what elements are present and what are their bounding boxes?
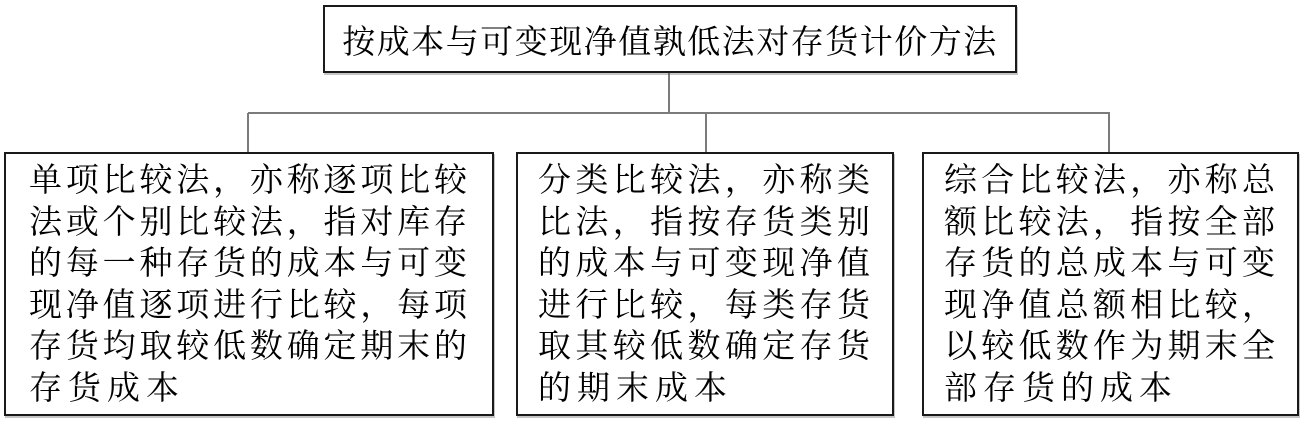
- box-text-line: 存货的总成本与可变: [944, 246, 1277, 282]
- diagram-title: 按成本与可变现净值孰低法对存货计价方法: [342, 24, 998, 61]
- box-text-line: 额比较法，指按全部: [944, 204, 1277, 241]
- box-text-line: 综合比较法，亦称总: [944, 163, 1277, 199]
- branch-box-individual-comparison: [4, 152, 494, 416]
- box-text-line: 的每一种存货的成本与可变: [29, 246, 469, 282]
- box-text-line: 单项比较法，亦称逐项比较: [29, 163, 469, 199]
- box-text-line: 的期末成本: [538, 370, 733, 407]
- branch-box-aggregate-comparison: [922, 152, 1299, 416]
- box-text-line: 存货成本: [29, 370, 185, 407]
- box-text-line: 取其较低数确定存货: [538, 329, 872, 365]
- box-text-line: 进行比较，每类存货: [538, 287, 872, 324]
- box-text-line: 以较低数作为期末全: [944, 329, 1277, 365]
- box-text-line: 存货均取较低数确定期末的: [29, 329, 469, 365]
- box-text-line: 分类比较法，亦称类: [538, 163, 872, 199]
- branch-box-category-comparison: [516, 152, 894, 416]
- box-text-line: 法或个别比较法，指对库存: [29, 204, 469, 241]
- box-text-line: 部存货的成本: [944, 370, 1178, 407]
- box-text-line: 现净值逐项进行比较，每项: [29, 287, 469, 324]
- box-text-line: 的成本与可变现净值: [538, 246, 872, 282]
- title-box: [323, 5, 1017, 73]
- box-text-line: 现净值总额相比较，: [944, 287, 1277, 324]
- box-text-line: 比法，指按存货类别: [538, 204, 872, 241]
